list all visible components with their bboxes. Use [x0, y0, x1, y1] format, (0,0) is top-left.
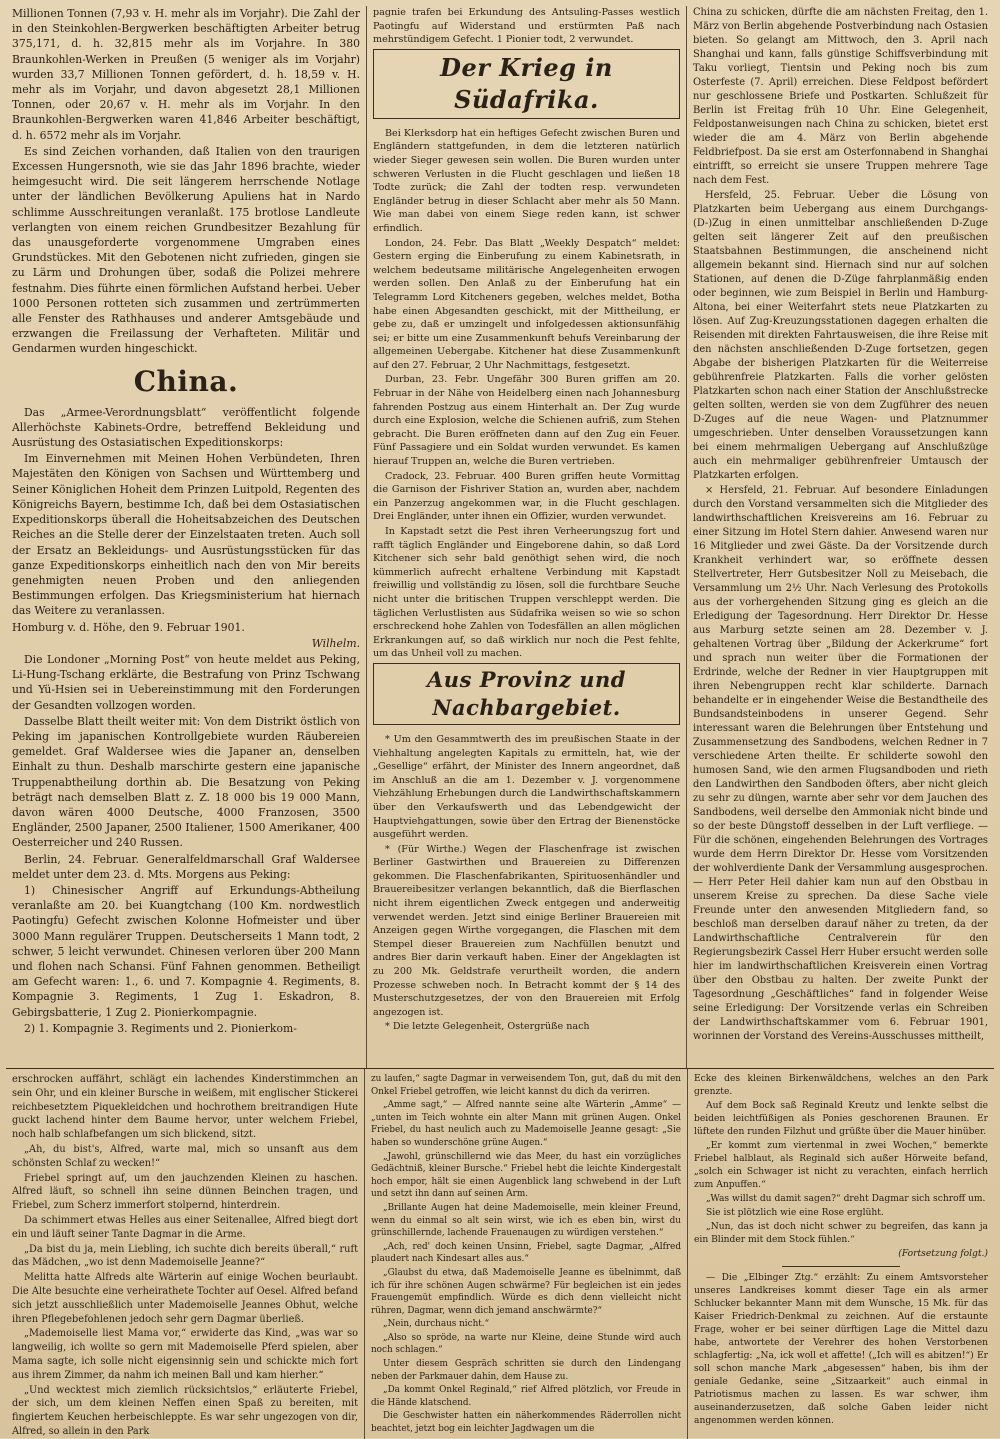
story-paragraph: Auf dem Bock saß Reginald Kreutz und lenkte selbst die beiden leichtfüßigen als Ponies geschorenen Braunen. Er lüftete den runden Filzhut und grüßte über die Mauer hinüber.	[694, 1101, 988, 1137]
story-paragraph: „Er kommt zum viertenmal in zwei Wochen,“ bemerkte Friebel halblaut, als Reginald sich außer Hörweite befand, „solch ein Schwager ist nicht zu verachten, einfach herrlich zum Anpuffen.“	[694, 1141, 988, 1190]
story-paragraph: Friebel springt auf, um den jauchzenden Kleinen zu haschen. Alfred läuft, so schnell ihn seine dünnen Beinchen tragen, und Friebel, zum Scherz immerfort stolpernd, hinterdrein.	[12, 1172, 358, 1212]
article-paragraph: × Hersfeld, 21. Februar. Auf besondere Einladungen durch den Vorstand versammelten sich die Mitglieder des landwirthschaftlichen Kreisvereins am 16. Februar zu einer Sitzung im Hotel Stern dahier. Anwesend waren nur 16 Mitglieder und zwei Gäste. Da der Vorsitzende durch Krankheit verhindert war, so eröffnete dessen Stellvertreter, Herr Gutsbesitzer Noll zu Meisebach, die Versammlung um 2½ Uhr. Nach Verlesung des Protokolls aus der vorhergehenden Sitzung ging es gleich an die Erledigung der Tagesordnung. Herr Direktor Dr. Hesse aus Marburg setzte seinen am 28. Dezember v. J. gehaltenen Vortrag über „Bildung der Ackerkrume“ fort und sprach nun weiter über die Formationen der Erdrinde, welche der Redner in vier Hauptgruppen mit ihren Nebengruppen recht klar schilderte. Darnach behandelte er in eingehender Weise die Bestandtheile des Bundsandsteinbodens in unserer Gegend. Sehr interessant waren die Belehrungen über Entstehung und Zusammensetzung des Sandbodens, welchen Redner in 7 verschiedene Arten theilte. Er schilderte sowohl den humosen Sand, wie den armen Flugsandboden und rieth den Landwirthen den Sandboden öfters, aber nicht gleich zu sehr zu düngen, warnte aber sehr vor dem Jauchen des Sandbodens, weil derselbe den Ammoniak nicht binde und so der beste Düngstoff desselben in der Luft verfliege. — Für die schönen, eingehenden Belehrungen des Vortrages wurde dem Herrn Direktor Dr. Hesse vom Vorsitzenden der wohlverdiente Dank der Versammlung ausgesprochen. — Herr Peter Heil dahier kam nun auf den Obstbau in unserem Kreise zu sprechen. Da diese Sache viele Freunde unter den anwesenden Mitgliedern fand, so beschloß man derselben darauf näher zu treten, da der Landwirthschaftliche Centralverein für den Regierungsbezirk Cassel Herr Huber ersucht werden solle hier im landwirthschaftlichen Kreisverein einen Vortrag über den Obstbau zu halten. Der zweite Punkt der Tagesordnung „Geschäftliches“ fand in folgender Weise seine Erledigung: Der Vorsitzende verlas ein Schreiben der Landwirthschaftskammer vom 6. Februar 1901, worinnen der Vorstand des Vereins-Ausschusses mittheilt,	[693, 485, 988, 1042]
upper-section	[6, 6, 994, 1068]
column-1	[6, 6, 366, 1068]
story-paragraph: „Ah, du bist's, Alfred, warte mal, mich so unsanft aus dem schönsten Schlaf zu wecken!“	[12, 1143, 358, 1169]
story-paragraph: zu laufen,“ sagte Dagmar in verweisendem Ton, gut, daß du mit den Onkel Friebel getroffen, wie leicht kannst du dich da verirren.	[371, 1074, 681, 1097]
story-paragraph: „Und wecktest mich ziemlich rücksichtslos,“ erläuterte Friebel, der sich, um dem kleinen Neffen einen Spaß zu bereiten, mit fingiertem Keuchen herbeischleppte. Es war sehr ungezogen von dir, Alfred, so allein in den Park	[12, 1384, 358, 1437]
to-be-continued: (Fortsetzung folgt.)	[898, 1249, 988, 1259]
south-africa-section	[373, 127, 680, 661]
article-paragraph: 2) 1. Kompagnie 3. Regiments und 2. Pionierkom-	[24, 1021, 297, 1035]
article-paragraph: Berlin, 24. Februar. Generalfeldmarschall Graf Waldersee meldet unter dem 23. d. Mts. Morgens aus Peking:	[12, 852, 360, 881]
province-neighbourhood-heading: Aus Provinz und Nachbargebiet.	[373, 663, 680, 725]
divider	[782, 1266, 900, 1267]
dateline: Homburg v. d. Höhe, den 9. Februar 1901.	[12, 620, 245, 634]
article-paragraph: * Um den Gesammtwerth des im preußischen Staate in der Viehhaltung angelegten Kapitals zu ermitteln, hat, wie der „Gesellige“ erfährt, der Minister des Innern angeordnet, daß im Anschluß an die am 1. Dezember v. J. vorgenommene Viehzählung Erhebungen durch die Landwirthschaftskammern über den Verkaufswerth und das Lebendgewicht der Hauptviehgattungen, sowie über den Ertrag der Bienenstöcke ausgeführt werden.	[373, 733, 680, 841]
anecdote-paragraph: — Die „Elbinger Ztg.“ erzählt: Zu einem Amtsvorsteher unseres Landkreises kommt dieser Tage ein als armer Schlucker bekannter Mann mit dem Wunsche, 15 Mk. für das Kaiser Friedrich-Denkmal zu zeichnen. Auf die erstaunte Frage, woher er bei seiner dürftigen Lage die Mittel dazu habe, antwortete der Verehrer des hohen Verstorbenen schlagfertig: „Na, ick woll et affette! („Ich will es abitzen!“) Er soll schon manche Mark „abgesessen“ haben, bis ihm der geniale Gedanke, seine „Sitzaarkeit“ auch einmal in Patriotismus machen zu lassen. Es war schwer, ihm auseinanderzusetzen, daß solche Gaben leider nicht angenommen werden können.	[694, 1273, 988, 1426]
story-paragraph: Unter diesem Gespräch schritten sie durch den Lindengang neben der Parkmauer dahin, dem Hause zu.	[371, 1359, 681, 1382]
article-paragraph: Millionen Tonnen (7,93 v. H. mehr als im Vorjahr). Die Zahl der in den Steinkohlen-Bergwerken beschäftigten Arbeiter betrug 375,171, d. h. 32,815 mehr als im Vorjahre. In 380 Braunkohlen-Werken in Preußen (5 weniger als im Vorjahr) wurden 33,7 Millionen Tonnen gefördert, d. h. 18,59 v. H. mehr als im Vorjahr, und davon abgesetzt 28,1 Millionen Tonnen, oder 20,67 v. H. mehr als im Vorjahr. In den Braunkohlen-Bergwerken waren 41,846 Arbeiter beschäftigt, d. h. 6572 mehr als im Vorjahr.	[12, 7, 360, 142]
feuilleton-section	[6, 1068, 994, 1439]
column-3	[686, 6, 994, 1068]
article-paragraph: Cradock, 23. Februar. 400 Buren griffen heute Vormittag die Garnison der Fishriver Station an, wurden aber, nachdem ein Panzerzug angekommen war, in die Flucht geschlagen. Drei Engländer, unter ihnen ein Offizier, wurden verwundet.	[373, 470, 680, 523]
province-section	[373, 733, 680, 1034]
story-paragraph: „Glaubst du etwa, daß Mademoiselle Jeanne es übelnimmt, daß ich für ihre schönen Augen schwärme? Für begleichen ist ein jedes Frauengemüt empfindlich. Würde es dich denn vielleicht nicht rühren, Dagmar, wenn dich jemand anschwärmte?“	[371, 1267, 681, 1316]
feuilleton-column-1	[6, 1069, 364, 1439]
article-paragraph: Im Einvernehmen mit Meinen Hohen Verbündeten, Ihren Majestäten den Königen von Sachsen und Württemberg und Seiner Königlichen Hoheit dem Prinzen Luitpold, Regenten des Königreichs Bayern, bestimme Ich, daß bei dem Ostasiatischen Expeditionskorps überall die Hoheitsabzeichen des Deutschen Reiches an die Stelle derer der Einzelstaaten treten. Auch soll der Ersatz an Bekleidungs- und Ausrüstungsstücken für das ganze Expeditionskorps einheitlich nach den von Mir bereits genehmigten neuen Proben und den anliegenden Bestimmungen erfolgen. Das Kriegsministerium hat hiernach das Weitere zu veranlassen.	[12, 452, 360, 618]
article-paragraph: China zu schicken, dürfte die am nächsten Freitag, den 1. März von Berlin abgehende Postverbindung nach Ostasien bieten. So gelangt am Mittwoch, den 3. April nach Shanghai und kann, falls günstige Schiffsverbindung mit Taku vorliegt, Tientsin und Peking noch bis zum Osterfeste (7. April) erreichen. Diese Feldpost befördert nur geschlossene Briefe und Postkarten. Schlußzeit für Berlin ist Freitag früh 10 Uhr. Eine Gelegenheit, Feldpostanweisungen nach China zu schicken, bietet erst wieder die am 4. März von Berlin abgehende Feldbriefpost. Da sie erst am Osterfonnabend in Shanghai eintrifft, so erreicht sie unsere Truppen mehrere Tage nach dem Fest.	[693, 7, 988, 186]
feuilleton-column-3	[687, 1069, 994, 1439]
article-paragraph: Das „Armee-Verordnungsblatt“ veröffentlicht folgende Allerhöchste Kabinets-Ordre, betreffend Bekleidung und Ausrüstung des Ostasiatischen Expeditionskorps:	[12, 405, 360, 450]
story-paragraph: Melitta hatte Alfreds alte Wärterin auf einige Wochen beurlaubt. Die Alte besuchte eine verheirathete Tochter auf Oesel. Alfred befand sich jetzt ausschließlich unter Mademoiselle Jeannes Obhut, welche ihren Pflegebefohlenen jedoch sehr gern Dagmar überließ.	[12, 1272, 358, 1325]
signature: Wilhelm.	[311, 636, 360, 650]
south-africa-war-heading: Der Krieg in Südafrika.	[373, 49, 680, 119]
story-paragraph: „Mademoiselle liest Mama vor,“ erwiderte das Kind, „was war so langweilig, ich wollte so gern mit Mademoiselle Pferd spielen, aber Mama sagte, ich solle nicht eigensinnig sein und schickte mich fort aus ihrem Zimmer, da nahm ich meinen Ball und kam hierher.“	[12, 1328, 358, 1381]
story-paragraph: „Ach, red' doch keinen Unsinn, Friebel, sagte Dagmar, „Alfred plaudert nach Kindesart alles aus.“	[371, 1241, 681, 1265]
story-paragraph: Die Geschwister hatten ein näherkommendes Räderrollen nicht beachtet, jetzt bog ein leichter Jagdwagen um die	[371, 1411, 681, 1435]
article-paragraph: In Kapstadt setzt die Pest ihren Verheerungszug fort und rafft täglich Engländer und Eingeborene dahin, so daß Lord Kitchener sich sehr bald genöthigt sehen wird, die noch kümmerlich aufrecht erhaltene Verbindung mit Kapstadt freiwillig und vollständig zu lösen, soll die furchtbare Seuche nicht unter die britischen Truppen verschleppt werden. Die täglichen Verlustlisten aus Südafrika weisen so wie so schon erschreckend hohe Zahlen von Todesfällen an allen möglichen Erkrankungen auf, so daß wirklich nur noch die Pest fehlte, um das Unheil voll zu machen.	[373, 526, 680, 660]
story-paragraph: „Amme sagt,“ — Alfred nannte seine alte Wärterin „Amme“ — „unten im Teich wohnte ein alter Mann mit grünen Augen. Onkel Friebel, du hast neulich auch zu Mademoiselle Jeanne gesagt: „Sie haben so wunderschöne grüne Augen.“	[371, 1100, 681, 1148]
article-paragraph: * Die letzte Gelegenheit, Ostergrüße nach	[385, 1021, 590, 1033]
article-paragraph: Bei Klerksdorp hat ein heftiges Gefecht zwischen Buren und Engländern stattgefunden, in dem die letzteren natürlich wieder Sieger gewesen sein wollen. Die Buren wurden unter schweren Verlusten in die Flucht geschlagen und ließen 18 Todte zurück; die Zahl der todten resp. verwundeten Engländer betrug in dieser Schlacht aber mehr als 50 Mann. Wie man dabei von einem Siege reden kann, ist schwer erfindlich.	[373, 127, 680, 234]
story-paragraph: „Jawohl, grünschillernd wie das Meer, du hast ein vorzügliches Gedächtniß, kleiner Bursche.“ Friebel hebt die leichte Kindergestalt hoch empor, hält sie einen Augenblick lang schwebend in der Luft und setzt ihn dann auf seinen Arm.	[371, 1151, 681, 1200]
italy-coal-section	[12, 6, 360, 357]
china-heading: China.	[133, 364, 239, 398]
story-paragraph: „Brillante Augen hat deine Mademoiselle, mein kleiner Freund, wenn du einmal so alt sein wirst, wie ich es eben bin, wirst du grünschillernde, lachende Frauenaugen zu würdigen verstehen.“	[371, 1202, 681, 1239]
story-paragraph: „Da bist du ja, mein Liebling, ich suchte dich bereits überall,“ ruft das Mädchen, „wo ist denn Mademoiselle Jeanne?“	[12, 1243, 358, 1269]
article-paragraph: Dasselbe Blatt theilt weiter mit: Von dem Distrikt östlich von Peking im japanischen Kontrollgebiete wurden Räubereien gemeldet. Graf Waldersee wies die Japaner an, denselben Einhalt zu thun. Deshalb marschirte gestern eine japanische Truppenabtheilung dorthin ab. Die Besatzung von Peking beträgt nach demselben Blatt z. Z. 18 000 bis 19 000 Mann, davon wären 4000 Deutsche, 4000 Franzosen, 3500 Engländer, 2500 Japaner, 2500 Italiener, 1500 Amerikaner, 400 Oesterreicher und 240 Russen.	[12, 714, 360, 850]
column-2	[366, 6, 686, 1068]
article-paragraph: Es sind Zeichen vorhanden, daß Italien von den traurigen Excessen Hungersnoth, wie sie das Jahr 1896 brachte, wieder heimgesucht wird. Die seit längerem herrschende Notlage unter der ländlichen Bevölkerung Apuliens hat in Nardo schlimme Ausschreitungen veranlaßt. 175 brotlose Landleute verlangten von einem reichen Grundbesitzer Bezahlung für das unausgeforderte vorgenommene Umgraben eines Grundstückes. Mit den Gebotenen nicht zufrieden, gingen sie zu Lärm und Drohungen über, sodaß die Polizei mehrere festnahm. Dies führte einen förmlichen Aufstand herbei. Ueber 1000 Personen rotteten sich zusammen und zertrümmerten alle Fenster des Rathhauses und anderer Amtsgebäude und erzwangen die Freilassung der Verhafteten. Militär und Gendarmen wurden hingeschickt.	[12, 144, 360, 356]
story-paragraph: „Nein, durchaus nicht.“	[383, 1319, 490, 1330]
story-paragraph: erschrocken auffährt, schlägt ein lachendes Kinderstimmchen an sein Ohr, und ein kleiner Bursche in weißem, mit englischer Stickerei reichbesetztem Piquekleidchen und hochrothem breitrandigen Hute guckt lachend hinter dem Baume hervor, unter welchem Friebel, noch halb schlafbefangen um sich blickend, sitzt.	[12, 1074, 358, 1141]
story-paragraph: „Nun, das ist doch nicht schwer zu begreifen, das kann ja ein Blinder mit dem Stock fühlen.“	[694, 1222, 988, 1245]
article-paragraph: Hersfeld, 25. Februar. Ueber die Lösung von Platzkarten beim Uebergang aus einem Durchgangs-(D-)Zug in einen unmittelbar anschließenden D-Zuge gelten seit längerer Zeit auf den preußischen Staatsbahnen Bestimmungen, die anscheinend nicht allgemein bekannt sind. Hiernach sind nur auf solchen Stationen, auf denen die D-Züge fahrplanmäßig enden oder beginnen, wie zum Beispiel in Berlin und Hamburg-Altona, bei einer Weiterfahrt stets neue Platzkarten zu lösen. Auf Zug-Kreuzungsstationen dagegen erhalten die Reisenden mit direkten Fahrtausweisen, die ihre Reise mit den nächsten anschließenden D-Zuge fortsetzen, gegen Abgabe der bisherigen Platzkarten für die Weiterreise gebührenfreie Platzkarten. Falls die vorher gelösten Platzkarten schon nach einer Station der Anschlußstrecke gelten sollten, werden sie von dem Zugführer des neuen D-Zuges auf die neue Wagen- und Platznummer umgeschrieben. Unter denselben Voraussetzungen kann bei einem mehrmaligen Uebergang auf Anschlußzüge auch ein mehrmaliger gebührenfreier Umtausch der Platzkarten erfolgen.	[693, 190, 988, 481]
story-paragraph: „Was willst du damit sagen?“ dreht Dagmar sich schroff um.	[706, 1194, 986, 1204]
story-paragraph: Da schimmert etwas Helles aus einer Seitenallee, Alfred biegt dort ein und läuft seiner Tante Dagmar in die Arme.	[12, 1214, 358, 1240]
article-paragraph: Durban, 23. Febr. Ungefähr 300 Buren griffen am 20. Februar in der Nähe von Heidelberg einen nach Johannesburg fahrenden Postzug aus einem Hinterhalt an. Der Zug wurde durch eine Explosion, welche die Schienen aufriß, zum Stehen gebracht. Die Buren eröffneten dann auf den Zug ein Feuer. Fünf Passagiere und ein Soldat wurden verwundet. Es kamen hierauf Truppen an, welche die Buren vertrieben.	[373, 374, 680, 468]
article-paragraph: Die Londoner „Morning Post“ von heute meldet aus Peking, Li-Hung-Tschang erklärte, die Bestrafung von Prinz Tschwang und Yü-Hsien sei in Uebereinstimmung mit den Forderungen der Gesandten vollzogen worden.	[12, 652, 360, 712]
story-paragraph: „Da kommt Onkel Reginald,“ rief Alfred plötzlich, vor Freude in die Hände klatschend.	[371, 1385, 681, 1408]
story-paragraph: Sie ist plötzlich wie eine Rose erglüht.	[706, 1208, 884, 1218]
story-paragraph: „Also so spröde, na warte nur Kleine, deine Stunde wird auch noch schlagen.“	[371, 1332, 681, 1356]
article-paragraph: 1) Chinesischer Angriff auf Erkundungs-Abtheilung veranlaßte am 20. bei Kuangtchang (100 Km. nordwestlich Paotingfu) Gefecht zwischen Kolonne Hofmeister und über 3000 Mann regulärer Truppen. Deutscherseits 1 Mann todt, 2 schwer, 5 leicht verwundet. Chinesen verloren über 200 Mann und flohen nach Schansi. Fünf Fahnen genommen. Betheiligt am Gefecht waren: 1., 6. und 7. Kompagnie 4. Regiments, 8. Kompagnie 3. Regiments, 1 Zug 1. Eskadron, 8. Gebirgsbatterie, 1 Zug 2. Pionierkompagnie.	[12, 883, 360, 1019]
article-paragraph: London, 24. Febr. Das Blatt „Weekly Despatch“ meldet: Gestern erging die Einberufung zu einem Kabinetsrath, in welchem bedeutsame militärische Angelegenheiten erwogen werden sollen. Den Anlaß zu der Einberufung hat ein Telegramm Lord Kitcheners gegeben, welches meldet, Botha habe einen Abgesandten geschickt, mit der Mittheilung, er gebe zu, daß er umzingelt und infolgedessen aktionsunfähig sei; er bitte um eine Zusammenkunft behufs Vereinbarung der allgemeinen Uebergabe. Kitchener hat diese Zusammenkunft auf den 27. Februar, 2 Uhr Nachmittags, festgesetzt.	[373, 237, 680, 371]
feuilleton-column-2	[364, 1069, 687, 1439]
china-section	[12, 405, 360, 1036]
article-paragraph: * (Für Wirthe.) Wegen der Flaschenfrage ist zwischen Berliner Gastwirthen und Brauereien zu Differenzen gekommen. Die Flaschenfabrikanten, Spirituosenhändler und Brauereibesitzer verlangen bekanntlich, daß die Bierflaschen nicht ihrem eigentlichen Zweck entgegen und anderweitig verwendet werden. Jetzt sind einige Berliner Brauereien mit Anzeigen gegen Wirthe vorgegangen, die Flaschen mit dem Stempel dieser Brauereien zum Nachfüllen benutzt und andres Bier darin verkauft haben. Einer der Angeklagten ist zu 200 Mk. Geldstrafe verurtheilt worden, die andern Prozesse schweben noch. In Betracht kommt der § 14 des Musterschutzgesetzes, der von den Brauereien mit Erfolg angezogen ist.	[373, 843, 680, 1018]
article-paragraph: pagnie trafen bei Erkundung des Antsuling-Passes westlich Paotingfu auf Widerstand und erstürmten Paß nach mehrstündigem Gefecht. 1 Pionier todt, 2 verwundet.	[373, 7, 680, 46]
story-paragraph: Ecke des kleinen Birkenwäldchens, welches an den Park grenzte.	[694, 1074, 988, 1097]
